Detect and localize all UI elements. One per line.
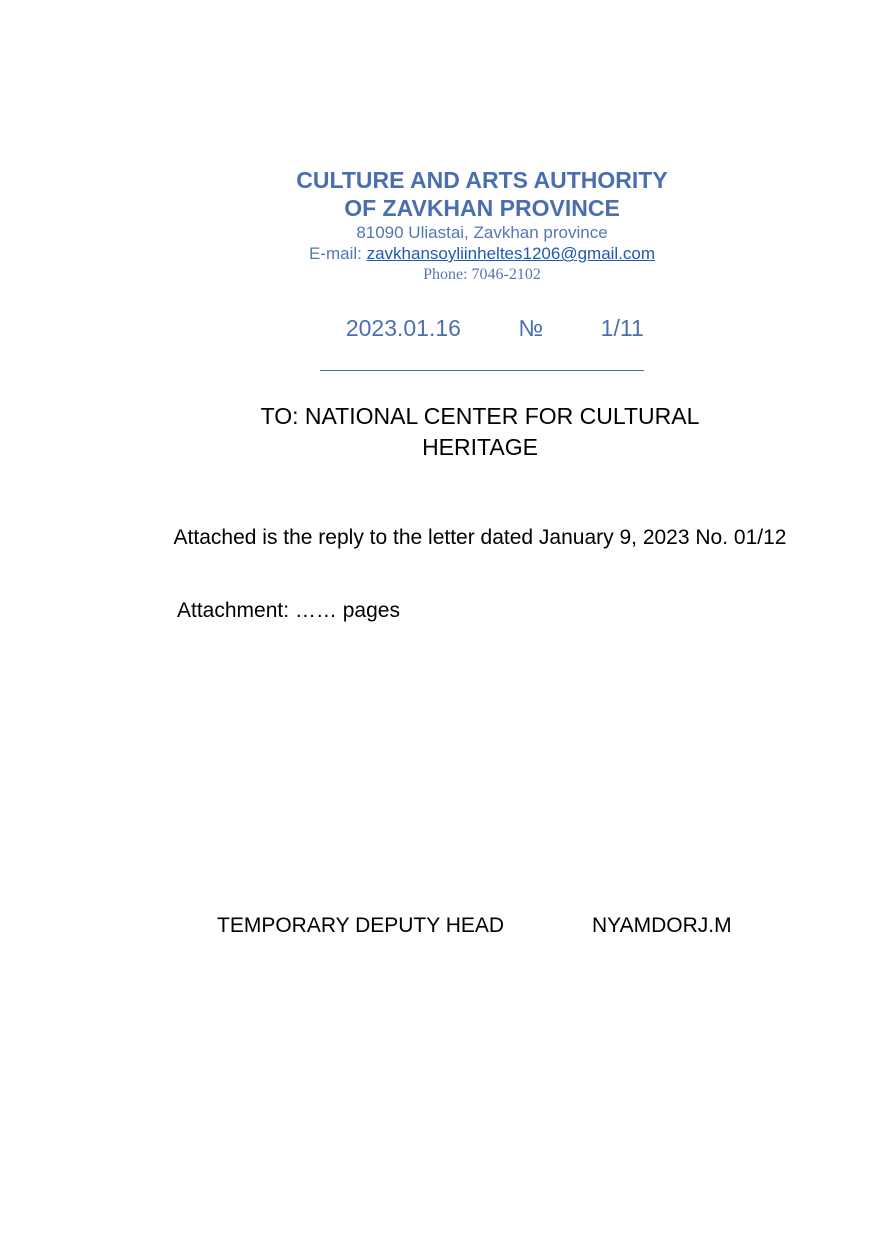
letter-date: 2023.01.16 <box>345 315 461 341</box>
recipient-line-2: HERITAGE <box>422 434 538 460</box>
org-name-line-1: CULTURE AND ARTS AUTHORITY <box>296 167 668 193</box>
signatory-name: NYAMDORJ.M <box>592 914 732 937</box>
number-sign: № <box>518 315 544 341</box>
org-email-line <box>220 243 744 264</box>
email-label: E-mail: <box>308 244 367 263</box>
org-phone: Phone: 7046-2102 <box>423 266 541 283</box>
org-address: 81090 Uliastai, Zavkhan province <box>356 223 608 242</box>
org-name-line-2: OF ZAVKHAN PROVINCE <box>344 195 620 221</box>
recipient-line-1: TO: NATIONAL CENTER FOR CULTURAL <box>260 403 700 429</box>
reference-line <box>320 286 643 371</box>
letter-number: 1/11 <box>600 315 644 341</box>
letterhead <box>220 166 744 371</box>
recipient-block <box>180 401 780 463</box>
signatory-title: TEMPORARY DEPUTY HEAD <box>217 914 505 937</box>
letter-body: Attached is the reply to the letter dated January 9, 2023 No. 01/12 <box>173 526 787 549</box>
email-link[interactable]: zavkhansoyliinheltes1206@gmail.com <box>366 244 656 263</box>
attachment-note: Attachment: …… pages <box>177 599 400 622</box>
